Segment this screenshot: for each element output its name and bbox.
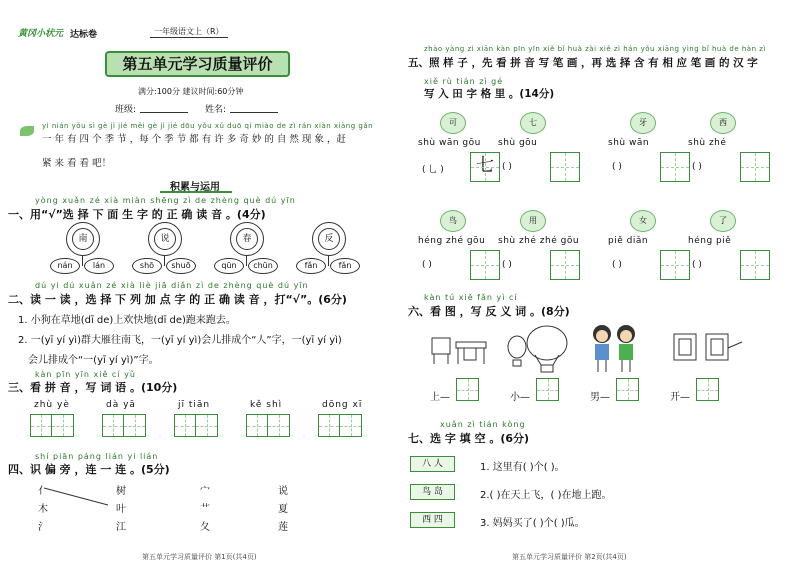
antonym-cell[interactable] (696, 378, 719, 401)
antonym-cell[interactable] (456, 378, 479, 401)
apple-char: 女 (630, 210, 656, 232)
writing-cell[interactable] (551, 251, 579, 279)
char-pair-tag: 八 人 (410, 456, 455, 472)
writing-cell[interactable] (661, 251, 689, 279)
stroke-answer[interactable]: ( ) (692, 260, 702, 270)
intro-line-2: 紧 来 看 看 吧！ (42, 158, 112, 169)
char-pair-tag: 西 四 (410, 512, 455, 528)
right-page (400, 0, 800, 567)
flower-char: 南 (72, 228, 94, 250)
writing-cell[interactable] (551, 153, 579, 181)
apple-char: 了 (710, 210, 736, 232)
flower-leaf-left[interactable]: fǎn (296, 258, 326, 274)
stroke-answer[interactable]: ( ) (612, 162, 622, 172)
flower-leaf-left[interactable]: shō (132, 258, 162, 274)
q6-pinyin: kàn tú xiě fǎn yì cí (424, 293, 518, 302)
fill-sentence[interactable]: 1. 这里有( )个( )。 (480, 462, 565, 473)
page-footer-left: 第五单元学习质量评价 第1页(共4页) (142, 553, 257, 561)
stroke-pinyin: shù wān gōu (418, 138, 481, 148)
q7-pinyin: xuǎn zì tián kòng (440, 420, 526, 429)
boy-girl-picture (588, 322, 640, 374)
brand-logo: 黄冈小状元 (18, 29, 64, 39)
page-title: 第五单元学习质量评价 (105, 51, 290, 77)
match-char[interactable]: 说 (278, 486, 288, 497)
char-pair-tag: 鸟 岛 (410, 484, 455, 500)
writing-cell[interactable]: 七 (471, 153, 499, 181)
q1-pinyin: yòng xuǎn zé xià miàn shēng zì de zhèng què dú yīn (35, 196, 296, 205)
answer-cell[interactable] (740, 250, 770, 280)
q7-heading: 七、选 字 填 空 。(6分) (408, 432, 530, 445)
radical[interactable]: 木 (38, 504, 48, 515)
stroke-answer[interactable]: ( ) (422, 260, 432, 270)
q3-word-pinyin: dōng xī (322, 400, 363, 410)
flower-leaf-left[interactable]: qūn (214, 258, 244, 274)
flower-char: 反 (318, 228, 340, 250)
writing-cell[interactable] (537, 379, 558, 400)
writing-cell[interactable] (617, 379, 638, 400)
writing-cell[interactable] (471, 251, 499, 279)
q3-word-pinyin: dà yā (106, 400, 136, 410)
q3-heading: 三、看 拼 音 ，写 词 语 。(10分) (8, 381, 178, 394)
meta-info: 满分:100分 建议时间:60分钟 (138, 87, 244, 96)
switch-picture (670, 330, 745, 366)
flower-char: 春 (236, 228, 258, 250)
apple-char: 七 (520, 112, 546, 134)
apple-char: 鸟 (440, 210, 466, 232)
radical[interactable]: 艹 (200, 504, 210, 515)
fill-sentence[interactable]: 3. 妈妈买了( )个( )瓜。 (480, 518, 585, 529)
antonym-label: 上— (430, 392, 450, 403)
q3-word-pinyin: jī tiān (178, 400, 211, 410)
desk-chair-picture (430, 328, 490, 368)
q4-pinyin: shí piān páng lián yi lián (35, 452, 159, 461)
antonym-label: 开— (670, 392, 690, 403)
q2-item-1[interactable]: 1. 小狗在草地(dī de)上欢快地(dī de)跑来跑去。 (18, 315, 236, 326)
stroke-answer[interactable]: ( ) (502, 260, 512, 270)
flower-leaf-left[interactable]: nán (50, 258, 80, 274)
answer-cell[interactable] (470, 152, 500, 182)
flower-leaf-right[interactable]: lán (84, 258, 114, 274)
q2-item-2a[interactable]: 2. 一(yī yí yì)群大雁往南飞，一(yī yí yì)会儿排成个“人”字，一(yī yí yì) (18, 335, 342, 346)
intro-pinyin: yì nián yǒu sì gè jì jié měi gè jì jié dōu yǒu xǔ duō qí miào de zì rán xiàn xiàng gǎn (42, 122, 374, 130)
answer-cell[interactable] (740, 152, 770, 182)
radical[interactable]: 夂 (200, 522, 210, 533)
writing-cell[interactable] (457, 379, 478, 400)
section-header: 积累与运用 (170, 182, 220, 193)
flower-leaf-right[interactable]: shuō (166, 258, 196, 274)
writing-cell[interactable] (741, 153, 769, 181)
flower-leaf-right[interactable]: fǎn (330, 258, 360, 274)
stroke-pinyin: piě diǎn (608, 236, 649, 246)
answer-cell[interactable] (660, 152, 690, 182)
antonym-cell[interactable] (616, 378, 639, 401)
grade-label: 一年级语文上（R） (150, 26, 228, 38)
stroke-pinyin: shù wān (608, 138, 650, 148)
stroke-answer[interactable]: ( 乚 ) (422, 165, 444, 175)
answer-cell[interactable] (550, 250, 580, 280)
antonym-label: 小— (510, 392, 530, 403)
stroke-answer[interactable]: ( ) (692, 162, 702, 172)
stroke-answer[interactable]: ( ) (612, 260, 622, 270)
stroke-answer[interactable]: ( ) (502, 162, 512, 172)
q1-heading: 一、用“√”选 择 下 面 生 字 的 正 确 读 音 。(4分) (8, 208, 266, 221)
flower-leaf-right[interactable]: chūn (248, 258, 278, 274)
fill-sentence[interactable]: 2.( )在天上飞，( )在地上跑。 (480, 490, 612, 501)
radical[interactable]: 氵 (38, 522, 48, 533)
stroke-pinyin: héng piě (688, 236, 732, 246)
match-char[interactable]: 夏 (278, 504, 288, 515)
intro-line-1: 一 年 有 四 个 季 节 ，每 个 季 节 都 有 许 多 奇 妙 的 自 然 现 象 ，赶 (42, 134, 346, 145)
match-char[interactable]: 江 (116, 522, 126, 533)
class-label: 班级: (115, 105, 137, 115)
match-char[interactable]: 叶 (116, 504, 126, 515)
q5-pinyin-2: xiě rù tián zì gé (424, 77, 504, 86)
apple-char: 可 (440, 112, 466, 134)
match-char[interactable]: 莲 (278, 522, 288, 533)
q5-heading: 五、照 样 子 ，先 看 拼 音 写 笔 画 ，再 选 择 含 有 相 应 笔 画 的 汉 字 (408, 57, 758, 69)
stroke-pinyin: héng zhé gōu (418, 236, 486, 246)
q5-heading-2: 写 入 田 字 格 里 。(14分) (424, 88, 555, 100)
match-char[interactable]: 树 (116, 486, 126, 497)
writing-cell[interactable] (741, 251, 769, 279)
apple-char: 用 (520, 210, 546, 232)
stroke-pinyin: shù zhé zhé gōu (498, 236, 580, 246)
apple-char: 牙 (630, 112, 656, 134)
q3-word-pinyin: kě shì (250, 400, 283, 410)
q6-heading: 六、看 图 ，写 反 义 词 。(8分) (408, 305, 570, 318)
q3-pinyin: kàn pīn yīn xiě cí yǔ (35, 370, 136, 379)
writing-cell[interactable] (697, 379, 718, 400)
radical[interactable]: 宀 (200, 486, 210, 497)
apple-char: 西 (710, 112, 736, 134)
q2-heading: 二、读 一 读 ，选 择 下 列 加 点 字 的 正 确 读 音 ，打“√”。(6分) (8, 293, 347, 306)
antonym-cell[interactable] (536, 378, 559, 401)
brand-subtitle: 达标卷 (70, 30, 98, 40)
q2-pinyin: dú yi dú xuǎn zé xià liè jiā diǎn zì de zhèng què dú yīn (35, 281, 309, 290)
antonym-label: 男— (590, 392, 610, 403)
q4-heading: 四、识 偏 旁 ，连 一 连 。(5分) (8, 463, 170, 476)
flower-char: 说 (154, 228, 176, 250)
stroke-pinyin: shù zhé (688, 138, 727, 148)
q3-word-pinyin: zhù yè (34, 400, 70, 410)
answer-cell[interactable] (470, 250, 500, 280)
writing-cell[interactable] (661, 153, 689, 181)
name-label: 姓名: (205, 105, 227, 115)
answer-cell[interactable] (550, 152, 580, 182)
page-footer-right: 第五单元学习质量评价 第2页(共4页) (512, 553, 627, 561)
radical[interactable]: 亻 (38, 486, 48, 497)
balloons-picture (505, 325, 575, 373)
q5-pinyin: zhào yàng zi xiān kàn pīn yīn xiě bǐ huà zài xiě zì hán yǒu xiāng yìng bǐ huà de hàn zì (424, 45, 766, 53)
answer-cell[interactable] (660, 250, 690, 280)
stroke-pinyin: shù gōu (498, 138, 538, 148)
q2-item-2b[interactable]: 会儿排成个“一(yī yí yì)”字。 (28, 355, 159, 366)
